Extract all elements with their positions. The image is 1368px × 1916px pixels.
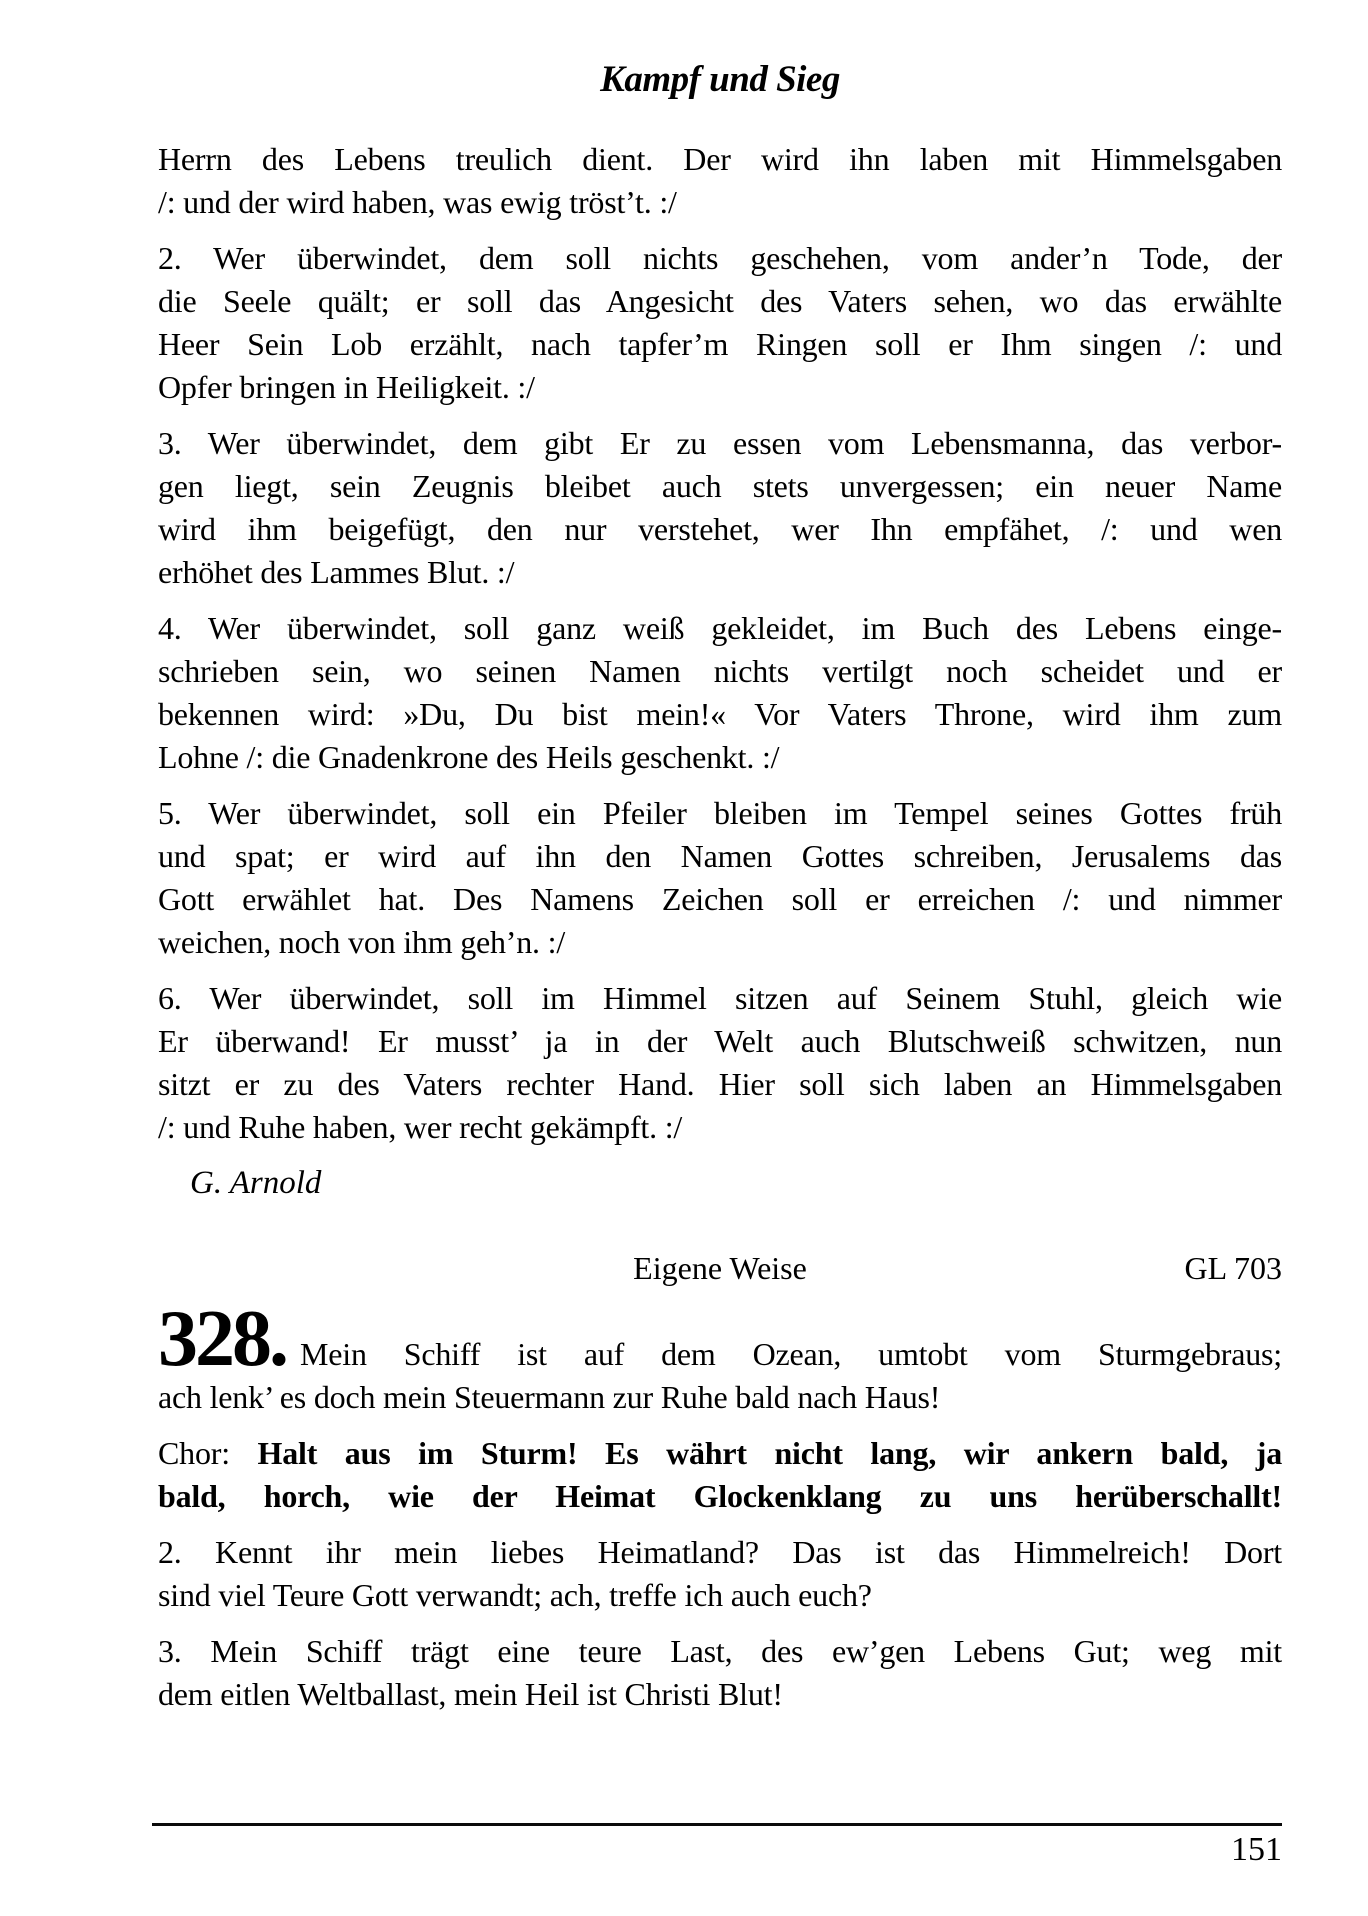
text-line: Lohne /: die Gnadenkrone des Heils geschenkt. :/: [158, 739, 780, 775]
text-line: dem eitlen Weltballast, mein Heil ist Christi Blut!: [158, 1676, 783, 1712]
text-line: 4. Wer überwindet, soll ganz weiß gekleidet, im Buch des Lebens einge-: [158, 610, 1282, 646]
text-line: 3. Wer überwindet, dem gibt Er zu essen vom Lebensmanna, das verbor-: [158, 425, 1282, 461]
text-line: /: und Ruhe haben, wer recht gekämpft. :/: [158, 1109, 683, 1145]
text-line: wird ihm beigefügt, den nur verstehet, wer Ihn empfähet, /: und wen: [158, 511, 1282, 547]
text-line: Opfer bringen in Heiligkeit. :/: [158, 369, 535, 405]
hymn-327-text: [158, 138, 1282, 1205]
text-line: [158, 1432, 1282, 1475]
chorus-text: Halt aus im Sturm! Es währt nicht lang, wir ankern bald, ja: [257, 1435, 1282, 1471]
verse-paragraph: [158, 237, 1282, 409]
text-line: schrieben sein, wo seinen Namen nichts vertilgt noch scheidet und er: [158, 653, 1282, 689]
text-line: die Seele quält; er soll das Angesicht des Vaters sehen, wo das erwählte: [158, 283, 1282, 319]
text-line: Er überwand! Er musst’ ja in der Welt auch Blutschweiß schwitzen, nun: [158, 1023, 1282, 1059]
chorus-text: bald, horch, wie der Heimat Glockenklang zu uns herüberschallt!: [158, 1478, 1282, 1514]
page-content: [0, 58, 1368, 1871]
chorus-paragraph: [158, 1432, 1282, 1518]
chorus-label: Chor:: [158, 1435, 258, 1471]
song-number: 328.: [158, 1295, 286, 1383]
text-line: weichen, noch von ihm geh’n. :/: [158, 924, 566, 960]
text-line: Gott erwählet hat. Des Namens Zeichen soll er erreichen /: und nimmer: [158, 881, 1282, 917]
verse-paragraph: [158, 1630, 1282, 1716]
text-line: 2. Kennt ihr mein liebes Heimatland? Das ist das Himmelreich! Dort: [158, 1534, 1282, 1570]
page-number: 151: [1231, 1831, 1282, 1868]
verse-paragraph: [158, 977, 1282, 1149]
songbook-reference: GL 703: [1184, 1250, 1282, 1286]
footer-rule: [152, 1823, 1282, 1826]
verse-paragraph: [158, 792, 1282, 964]
page-header-title: Kampf und Sieg: [600, 59, 840, 100]
text-line: 2. Wer überwindet, dem soll nichts geschehen, vom ander’n Tode, der: [158, 240, 1282, 276]
tune-line: [158, 1247, 1282, 1290]
verse-paragraph: [158, 1295, 1282, 1419]
author-credit: G. Arnold: [190, 1165, 322, 1201]
text-line: gen liegt, sein Zeugnis bleibet auch stets unvergessen; ein neuer Name: [158, 468, 1282, 504]
text-line: Heer Sein Lob erzählt, nach tapfer’m Ringen soll er Ihm singen /: und: [158, 326, 1282, 362]
hymn-328: [158, 1247, 1282, 1716]
text-line: erhöhet des Lammes Blut. :/: [158, 554, 515, 590]
verse-paragraph: [158, 607, 1282, 779]
text-line: sitzt er zu des Vaters rechter Hand. Hier soll sich laben an Himmelsgaben: [158, 1066, 1282, 1102]
text-line: 328. Mein Schiff ist auf dem Ozean, umtobt vom Sturmgebraus;: [158, 1295, 1282, 1383]
verse-paragraph: [158, 422, 1282, 594]
text-line: 3. Mein Schiff trägt eine teure Last, des ew’gen Lebens Gut; weg mit: [158, 1633, 1282, 1669]
text-line: sind viel Teure Gott verwandt; ach, treffe ich auch euch?: [158, 1577, 872, 1613]
text-line: bekennen wird: »Du, Du bist mein!« Vor Vaters Throne, wird ihm zum: [158, 696, 1282, 732]
verse-paragraph: [158, 1531, 1282, 1617]
text-line: /: und der wird haben, was ewig tröst’t. :/: [158, 184, 677, 220]
text-line: ach lenk’ es doch mein Steuermann zur Ruhe bald nach Haus!: [158, 1379, 941, 1415]
tune-name: Eigene Weise: [633, 1250, 807, 1286]
text-line: 5. Wer überwindet, soll ein Pfeiler bleiben im Tempel seines Gottes früh: [158, 795, 1282, 831]
text-line: [158, 1475, 1282, 1518]
text-line: Herrn des Lebens treulich dient. Der wird ihn laben mit Himmelsgaben: [158, 141, 1282, 177]
text-line: und spat; er wird auf ihn den Namen Gottes schreiben, Jerusalems das: [158, 838, 1282, 874]
text-line: 6. Wer überwindet, soll im Himmel sitzen auf Seinem Stuhl, gleich wie: [158, 980, 1282, 1016]
verse-paragraph: [158, 138, 1282, 224]
